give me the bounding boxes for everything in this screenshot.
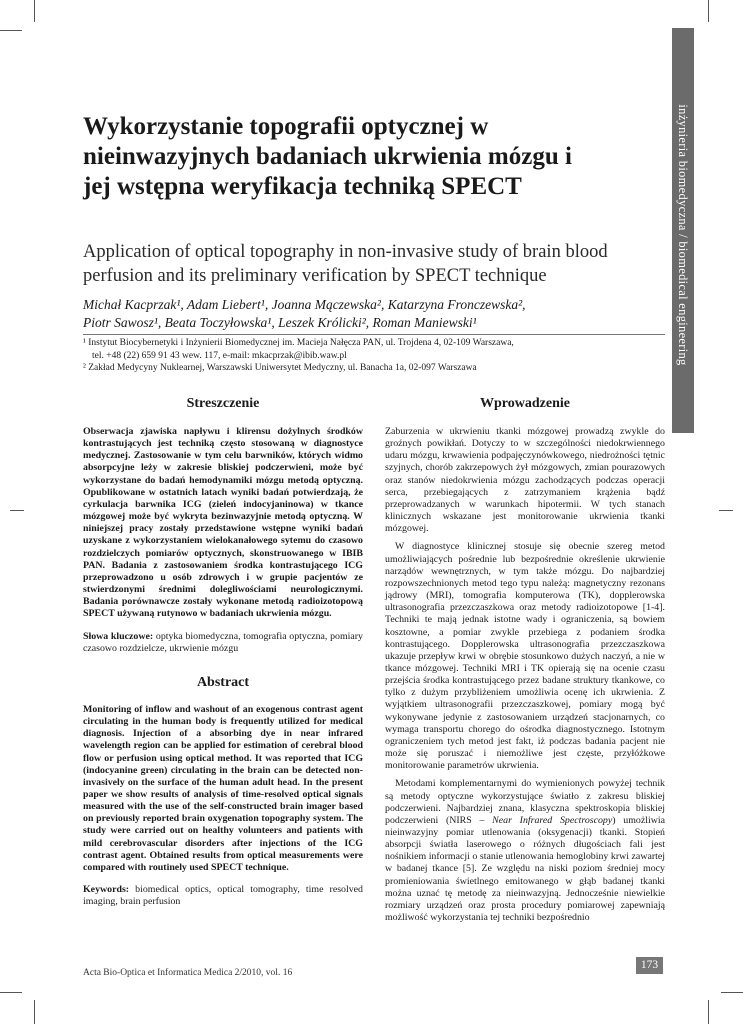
body-text-run: ) umożliwia nieinwazyjny pomiar utlenowania (oksygenacji) tkanki. Stopień absorpcji światła laserowego o różnych długościach fali jest nośnikiem informacji o stanie utlenowania hemoglobiny krwi zawartej w badanej tkance [5]. Ze względu na niski poziom średniej mocy promieniowania świetlnego emitowanego w głąb badanej tkanki można uznać tę metodę za nieinwazyjną. Jednocześnie niewielkie rozmiary urządzeń oraz prosta procedury pomiarowej zapewniają możliwość wykorzystania tej techniki bezpośrednio: [385, 814, 665, 924]
streszczenie-heading: Streszczenie: [186, 396, 260, 411]
title-polish: Wykorzystanie topografii optycznej w nieinwazyjnych badaniach ukrwienia mózgu i jej wstępna weryfikacja techniką SPECT: [83, 113, 572, 200]
right-column: [385, 396, 665, 930]
crop-mark: [721, 992, 743, 993]
keywords-value: biomedical optics, optical tomography, time resolved imaging, brain perfusion: [83, 884, 363, 908]
header-divider: [83, 334, 665, 335]
crop-mark: [719, 510, 733, 511]
authors: [83, 296, 663, 332]
affiliation-2: ² Zakład Medycyny Nuklearnej, Warszawski Uniwersytet Medyczny, ul. Banacha 1a, 02-097 Warszawa: [83, 363, 477, 373]
wprowadzenie-heading: Wprowadzenie: [480, 396, 570, 411]
crop-mark: [0, 992, 22, 993]
section-sidebar-label: inżynieria biomedyczna / biomedical engineering: [676, 104, 690, 366]
keywords-label: Słowa kluczowe:: [83, 630, 154, 642]
page-number: 173: [636, 957, 663, 974]
abstract-keywords: [83, 884, 363, 908]
keywords-label: Keywords:: [83, 884, 130, 896]
crop-mark: [708, 0, 709, 22]
crop-mark: [0, 30, 22, 31]
abstract-heading: Abstract: [196, 674, 250, 690]
body-paragraph: W diagnostyce klinicznej stosuje się obecnie szereg metod umożliwiających pośrednie lub bezpośrednie określenie ukrwienie narządów wewnętrznych, w tym także mózgu. Do najbardziej rozpowszechnionych metod tego typu należą: magnetyczny rezonans jądrowy (MRI), tomografia komputerowa (TK), dopplerowska ultrasonografia przezczaszkowa oraz metody radioizotopowe [1-4]. Techniki te mają jednak istotne wady i ograniczenia, są bowiem kosztowne, a pomiar zwykle przebiega z podaniem środka kontrastującego. Dopplerowska ultrasonografia przezczaszkowa ukazuje przepływ krwi w obrębie stosunkowo dużych naczyń, a nie w tkance mózgowej. Techniki MRI i TK opierają się na ocenie czasu przejścia środka kontrastującego przez badane struktury tkankowe, co tylko z dużym przybliżeniem umożliwia ocenę ich ukrwienia. Z wyjątkiem ultrasonografii przezczaszkowej, pomiary mogą być wykonywane jedynie z zastosowaniem urządzeń stacjonarnych, co wymaga transportu chorego do ośrodka diagnostycznego. Istotnym ograniczeniem tych metod jest fakt, iż podczas badania pacjent nie może się poruszać i niemożliwe jest częste, przyłóżkowe monitorowanie parametrów ukrwienia.: [385, 541, 665, 772]
crop-mark: [708, 1000, 709, 1024]
authors-line: Piotr Sawosz¹, Beata Toczyłowska¹, Leszek Królicki², Roman Maniewski¹: [83, 315, 477, 330]
abstract-text: Monitoring of inflow and washout of an exogenous contrast agent circulating in the human body is frequently utilized for medical diagnosis. Injection of a absorbing dye in near infrared wavelength region can be applied for estimation of cerebral blood flow or perfusion using optical method. It was reported that ICG (indocyanine green) circulating in the brain can be detected non-invasively on the surface of the human adult head. In the present paper we show results of analysis of time-resolved optical signals measured with the use of the self-constructed brain imager based on previously reported brain oxygenation topography system. The study were carried out on healthy volunteers and patients with mild cerebrovascular disorders after injections of the ICG contrast agent. Obtained results from optical measurements were compared with routinely used SPECT technique.: [83, 703, 363, 873]
journal-footer: Acta Bio-Optica et Informatica Medica 2/2010, vol. 16: [83, 968, 293, 978]
body-paragraph: Zaburzenia w ukrwieniu tkanki mózgowej prowadzą zwykle do groźnych powikłań. Dotyczy to w szczególności niedokrwiennego udaru mózgu, krwawienia podpajęczynówkowego, niedrożności tętnic szyjnych, chorób zakrzepowych żył mózgowych, zmian pourazowych oraz stanów niedokrwienia mózgu zachodzących podczas operacji serca, przebiegających z zatrzymaniem krążenia bądź przeprowadzanych w warunkach hipotermii. W tych stanach klinicznych wskazane jest monitorowanie ukrwienia tkanki mózgowej.: [385, 426, 665, 535]
body-paragraph: [385, 778, 665, 924]
authors-line: Michał Kacprzak¹, Adam Liebert¹, Joanna Mączewska², Katarzyna Fronczewska²,: [83, 297, 526, 312]
left-column: [83, 396, 363, 909]
crop-mark: [10, 510, 24, 511]
affiliation-1-contact: tel. +48 (22) 659 91 43 wew. 117, e-mail: mkacprzak@ibib.waw.pl: [92, 350, 347, 361]
streszczenie-text: Obserwacja zjawiska napływu i klirensu dożylnych środków kontrastujących jest techniką często stosowaną w diagnostyce medycznej. Zastosowanie w tym celu barwników, których widmo absorpcyjne leży w zakresie bliskiej podczerwieni, może być wykorzystane do badań hemodynamiki mózgu metodą optyczną. Opublikowane w ostatnich latach wyniki badań potwierdzają, że cyrkulacja barwnika ICG (zieleń indocyjaninowa) w tkance mózgowej może być wykryta bezinwazyjnie metodą optyczną. W niniejszej pracy zostały przedstawione wstępne wyniki badań uzyskane z wykorzystaniem wielokanałowego sytemu do czasowo rozdzielczych pomiarów optycznych, skonstruowanego w IBIB PAN. Badania z zastosowaniem środka kontrastującego ICG przeprowadzono u osób zdrowych i w grupie pacjentów ze stwierdzonymi średnimi dolegliwościami neurologicznymi. Badania porównawcze zostały wykonane metodą radioizotopową SPECT używaną rutynowo w badaniach ukrwienia mózgu.: [83, 426, 363, 620]
streszczenie-keywords: [83, 631, 363, 655]
affiliations: [83, 337, 663, 375]
crop-mark: [34, 1000, 35, 1024]
affiliation-1: ¹ Instytut Biocybernetyki i Inżynierii Biomedycznej im. Macieja Nałęcza PAN, ul. Trojdena 4, 02-109 Warszawa,: [83, 338, 514, 348]
body-text-run: Metodami komplementarnymi do wymienionych powyżej technik są metody optyczne wykorzystujące światło z zakresu bliskiej podczerwieni. Najbardziej znana, klasyczna spektroskopia bliskiej podczerwieni (NIRS –: [385, 778, 665, 826]
body-text-italic: Near Infrared Spectroscopy: [492, 814, 613, 826]
keywords-value: optyka biomedyczna, tomografia optyczna, pomiary czasowo rozdzielcze, ukrwienie mózgu: [83, 630, 363, 654]
crop-mark: [34, 0, 35, 22]
title-english: Application of optical topography in non-invasive study of brain blood perfusion and its preliminary verification by SPECT technique: [83, 242, 608, 286]
